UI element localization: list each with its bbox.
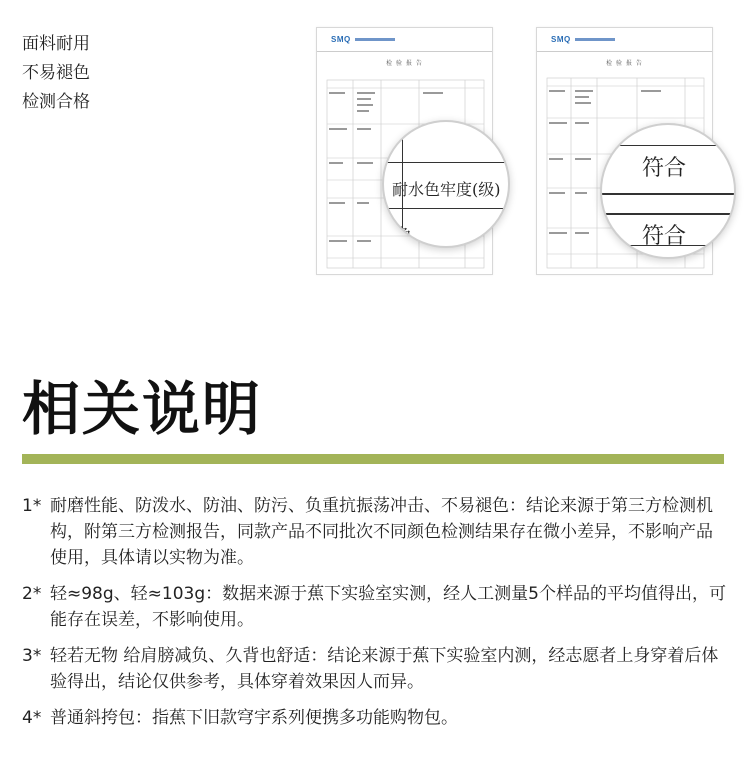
table-line: [602, 213, 736, 215]
section-title: 相关说明: [22, 375, 263, 443]
note-item: [22, 643, 728, 695]
magnifier-left: [382, 120, 510, 248]
report-header: [537, 28, 712, 52]
note-number: 1*: [22, 496, 42, 516]
table-line: [384, 208, 510, 209]
note-text: 轻≈98g、轻≈103g：数据来源于蕉下实验室实测，经人工测量5个样品的平均值得出，可能存在误差，不影响使用。: [50, 584, 726, 630]
section-divider: [22, 454, 724, 464]
note-item: [22, 581, 728, 633]
note-number: 4*: [22, 708, 42, 728]
note-text: 轻若无物 给肩膀减负、久背也舒适：结论来源于蕉下实验室内测，经志愿者上身穿着后体验得出，结论仅供参考，具体穿着效果因人而异。: [50, 646, 719, 692]
feature-list: [22, 30, 90, 117]
smq-logo: SMQ: [331, 35, 351, 44]
zoom-colorfastness-label: 耐水色牢度(级): [392, 180, 501, 199]
magnifier-right: [600, 123, 736, 259]
note-text: 普通斜挎包：指蕉下旧款穹宇系列便携多功能购物包。: [50, 708, 458, 728]
note-text: 耐磨性能、防泼水、防油、防污、负重抗振荡冲击、不易褪色：结论来源于第三方检测机构，附第三方检测报告，同款产品不同批次不同颜色检测结果存在微小差异，不影响产品使用，具体请以实物为准。: [50, 496, 713, 568]
note-number: 2*: [22, 584, 42, 604]
note-item: [22, 493, 728, 571]
feature-durable: 面料耐用: [22, 34, 90, 54]
logo-subtitle-bar: [575, 38, 615, 41]
zoom-partial-text: 色: [396, 225, 413, 244]
feature-certified: 检测合格: [22, 92, 90, 112]
table-line: [602, 193, 736, 195]
notes-list: [22, 493, 728, 741]
report-title: 检 验 报 告: [386, 60, 423, 67]
note-number: 3*: [22, 646, 42, 666]
report-title: 检 验 报 告: [606, 60, 643, 67]
zoom-pass-text-2: 符合: [642, 224, 687, 249]
table-line: [602, 145, 736, 146]
logo-subtitle-bar: [355, 38, 395, 41]
feature-colorfast: 不易褪色: [22, 63, 90, 83]
zoom-pass-text-1: 符合: [642, 156, 687, 181]
note-item: [22, 705, 728, 731]
smq-logo: SMQ: [551, 35, 571, 44]
report-header: [317, 28, 492, 52]
table-line: [384, 162, 510, 163]
